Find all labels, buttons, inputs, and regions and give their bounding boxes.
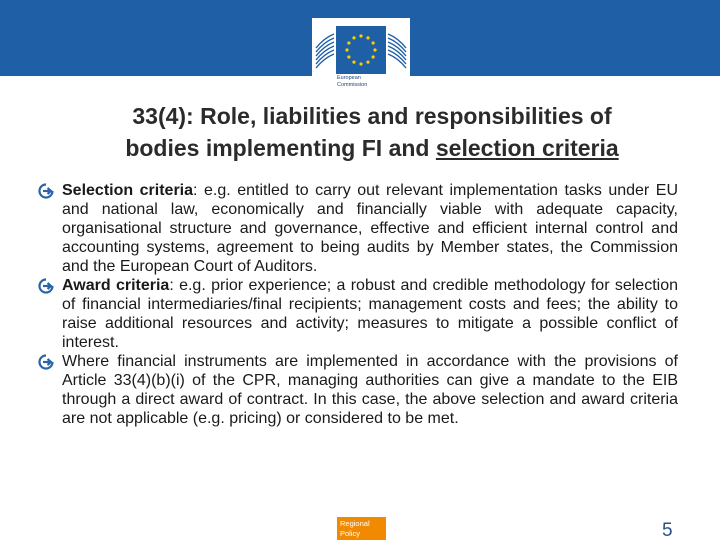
flag-star-icon	[366, 61, 369, 64]
flag-star-icon	[352, 61, 355, 64]
flag-star-icon	[372, 55, 375, 58]
bullet-text: : e.g. entitled to carry out relevant implementation tasks under EU and national law, economically and financially viable with adequate capacity, organisational structure and governance, effective and efficient internal control and accounting systems, agreement to being audits by Member states, the Commission and the European Court of Auditors.	[62, 182, 679, 275]
title-line-1: 33(4): Role, liabilities and responsibilities of	[132, 103, 612, 129]
badge-line-policy: Policy	[340, 529, 361, 538]
bullet-item-selection	[38, 181, 678, 276]
flag-star-icon	[366, 36, 369, 39]
flag-star-icon	[347, 41, 350, 44]
bullet-bold: Award criteria	[62, 277, 170, 294]
title-line-2-prefix: bodies implementing FI and	[125, 135, 436, 161]
flag-star-icon	[345, 48, 348, 51]
badge-line-regional: Regional	[340, 519, 370, 528]
flag-star-icon	[359, 34, 362, 37]
curved-arrow-bullet-icon	[38, 354, 54, 370]
logo-line-commission: Commission	[337, 82, 368, 88]
flag-star-icon	[347, 55, 350, 58]
slide-title	[52, 100, 692, 164]
logo-line-european: European	[337, 75, 361, 81]
page-number: 5	[662, 520, 673, 541]
bullet-item-award	[38, 276, 678, 352]
logo-text	[337, 75, 367, 89]
title-line-2	[52, 132, 692, 164]
bullet-list	[38, 181, 678, 428]
regional-policy-badge	[337, 517, 386, 540]
flag-star-icon	[352, 36, 355, 39]
bullet-text: : e.g. prior experience; a robust and credible methodology for selection of financial intermediaries/final recipients; management costs and fees; the ability to raise additional resources and activity; measures to mitigate a possible conflict of interest.	[62, 277, 679, 351]
bullet-text: Where financial instruments are implemented in accordance with the provisions of Article 33(4)(b)(i) of the CPR, managing authorities can give a mandate to the EIB through a direct award of contract. In this case, the above selection and award criteria are not applicable (e.g. pricing) or considered to be met.	[62, 353, 678, 427]
bullet-item-eib-mandate	[38, 352, 678, 428]
flag-star-icon	[373, 48, 376, 51]
flag-star-icon	[359, 62, 362, 65]
bullet-bold: Selection criteria	[62, 182, 194, 199]
curved-arrow-bullet-icon	[38, 278, 54, 294]
title-underlined-text: selection criteria	[435, 135, 619, 161]
flag-star-icon	[372, 41, 375, 44]
curved-arrow-bullet-icon	[38, 183, 54, 199]
european-commission-logo	[312, 18, 410, 96]
